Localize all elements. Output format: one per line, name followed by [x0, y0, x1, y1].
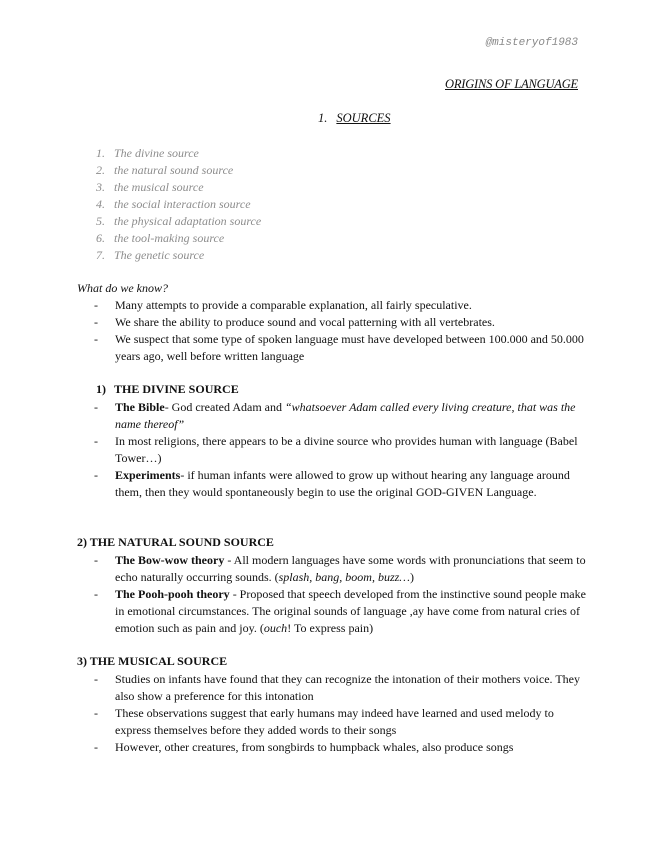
- list-item: - These observations suggest that early humans may indeed have learned and used melody to express themselves before they added words to their songs: [94, 705, 589, 739]
- section-number: 1.: [318, 111, 328, 125]
- natural-sound-heading: 2) THE NATURAL SOUND SOURCE: [77, 535, 274, 549]
- list-number: 4.: [96, 197, 105, 211]
- list-text: The divine source: [114, 146, 199, 160]
- list-text: the musical source: [114, 180, 204, 194]
- list-text: the natural sound source: [114, 163, 234, 177]
- document-title: ORIGINS OF LANGUAGE: [445, 77, 578, 91]
- experiments-label: Experiments: [115, 468, 181, 482]
- list-item: [94, 552, 589, 586]
- experiments-text: - if human infants were allowed to grow up without hearing any language around them, then they would spontaneously begin to use the original GOD-GIVEN Language.: [115, 468, 570, 499]
- section-title: SOURCES: [336, 111, 391, 125]
- section-heading: [318, 111, 391, 126]
- pooh-text: - Proposed that speech developed from the instinctive sound people make in emotional circumstances. The original sounds of language ,ay have come from natural cries of emotion such as pain and joy. (: [115, 587, 586, 635]
- divine-source-heading: [96, 382, 239, 397]
- bowwow-close: ): [409, 570, 414, 584]
- bowwow-text: - All modern languages have some words with pronunciations that seem to echo naturally occurring sounds. (: [115, 553, 586, 584]
- list-item: [96, 247, 261, 264]
- list-number: 1.: [96, 146, 105, 160]
- list-text: the social interaction source: [114, 197, 251, 211]
- bowwow-examples: splash, bang, boom, buzz…: [278, 570, 410, 584]
- list-number: 3.: [96, 180, 105, 194]
- list-number: 2.: [96, 163, 105, 177]
- list-item: [96, 145, 261, 162]
- divine-heading-text: THE DIVINE SOURCE: [114, 382, 239, 396]
- sources-list: [96, 145, 261, 264]
- list-item: [94, 586, 589, 637]
- list-number: 6.: [96, 231, 105, 245]
- pooh-example: ouch: [263, 621, 288, 635]
- list-item: [96, 213, 261, 230]
- list-item: - However, other creatures, from songbirds to humpback whales, also produce songs: [94, 739, 589, 756]
- list-item: - We suspect that some type of spoken language must have developed between 100.000 and 50.000 years ago, well before written language: [94, 331, 589, 365]
- pooh-label: The Pooh-pooh theory: [115, 587, 230, 601]
- list-item: - Many attempts to provide a comparable explanation, all fairly speculative.: [94, 297, 589, 314]
- list-item: - We share the ability to produce sound and vocal patterning with all vertebrates.: [94, 314, 589, 331]
- list-item: [94, 467, 589, 501]
- list-text: the physical adaptation source: [114, 214, 262, 228]
- list-item: [94, 399, 589, 433]
- bowwow-label: The Bow-wow theory: [115, 553, 225, 567]
- what-do-we-know-list: [94, 297, 589, 365]
- pooh-close: ! To express pain): [287, 621, 374, 635]
- list-item: [96, 196, 261, 213]
- bible-text: - God created Adam and: [164, 400, 285, 414]
- divine-heading-number: 1): [96, 382, 106, 396]
- list-item: [96, 162, 261, 179]
- author-handle: @misteryof1983: [485, 37, 578, 49]
- list-number: 5.: [96, 214, 105, 228]
- list-text: the tool-making source: [114, 231, 225, 245]
- bible-quote: “whatsoever Adam called every living creature, that was the name thereof”: [115, 400, 576, 431]
- list-item: - Studies on infants have found that they can recognize the intonation of their mothers voice. They also show a preference for this intonation: [94, 671, 589, 705]
- list-number: 7.: [96, 248, 105, 262]
- what-do-we-know-heading: What do we know?: [77, 281, 168, 295]
- divine-source-list: [94, 399, 589, 501]
- musical-source-list: [94, 671, 589, 756]
- musical-source-heading: 3) THE MUSICAL SOURCE: [77, 654, 228, 668]
- natural-sound-list: [94, 552, 589, 637]
- list-item: [96, 179, 261, 196]
- list-text: The genetic source: [114, 248, 205, 262]
- list-item: - In most religions, there appears to be a divine source who provides human with language (Babel Tower…): [94, 433, 589, 467]
- bible-label: The Bible: [115, 400, 165, 414]
- list-item: [96, 230, 261, 247]
